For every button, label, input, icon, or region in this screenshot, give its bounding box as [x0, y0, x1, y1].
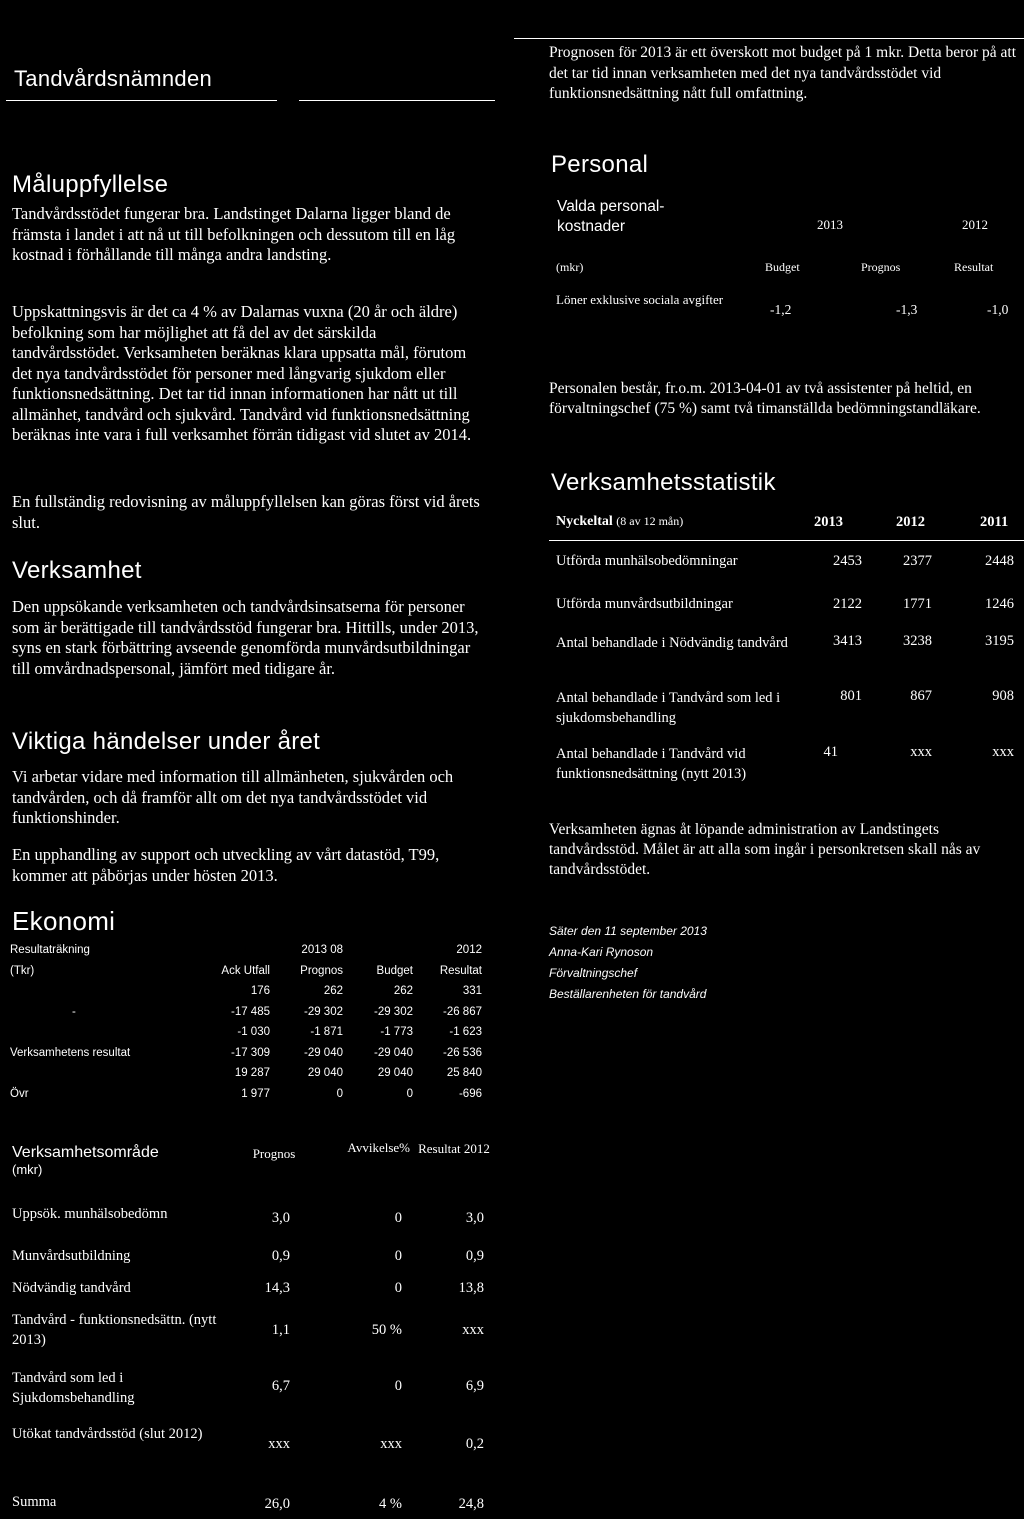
table-row	[556, 744, 1018, 786]
table-cell: 19 287	[234, 1067, 270, 1080]
table-cell: 0,9	[465, 1248, 484, 1264]
table-cell: -1 871	[310, 1026, 343, 1039]
table-cell: xxx	[992, 744, 1014, 760]
table-header-cell: (Tkr)	[10, 964, 35, 977]
verksamhet-paragraph: Den uppsökande verksamheten och tandvårdsinsatserna för personer som är berättigade till tandvårdsstöd fungerar bra. Hittills, under 2013, syns en stark förbättring avseende genomförda munvårdsutbildningar till omvårdnadspersonal, jämfört med tidigare år.	[12, 597, 479, 678]
table-row	[12, 1302, 494, 1360]
table-row	[10, 1043, 482, 1064]
table-cell: -1 623	[449, 1026, 482, 1039]
table-cell: 3195	[985, 633, 1014, 649]
table-row	[12, 1188, 494, 1228]
table-header-cell: Ack Utfall	[221, 964, 270, 977]
table-cell: 1,1	[271, 1322, 290, 1338]
table-cell: 2453	[833, 553, 862, 569]
resultatrakning-table	[10, 940, 482, 1104]
heading-verksamhet: Verksamhet	[12, 557, 142, 584]
table-cell: -29 302	[303, 1005, 343, 1018]
table-cell: 3238	[903, 633, 932, 649]
table-row	[12, 1476, 494, 1516]
table-cell	[10, 981, 190, 1002]
signature-place-date: Säter den 11 september 2013	[549, 924, 707, 938]
table-cell: xxx	[462, 1322, 484, 1338]
table-cell: 6,9	[465, 1378, 484, 1394]
table-cell: 50 %	[371, 1322, 402, 1338]
table-cell: 867	[910, 688, 932, 704]
top-rule-right	[514, 38, 1024, 39]
table-cell: 0,9	[271, 1248, 290, 1264]
table-cell: 0	[336, 1087, 343, 1100]
table-cell: 801	[840, 688, 862, 704]
personal-col-budget: Budget	[765, 260, 800, 274]
table-cell: Nödvändig tandvård	[12, 1280, 131, 1296]
header-rule	[6, 100, 277, 101]
table-cell: 1246	[985, 596, 1014, 612]
table-row	[556, 688, 1018, 744]
table-cell: Tandvård som led i Sjukdomsbehandling	[12, 1370, 135, 1406]
table-cell: Munvårdsutbildning	[12, 1248, 131, 1264]
signature-block	[549, 921, 707, 1005]
table-cell: 0	[394, 1378, 402, 1394]
heading-ekonomi: Ekonomi	[12, 906, 116, 936]
table-cell: 0,2	[465, 1436, 484, 1452]
table-cell: xxx	[910, 744, 932, 760]
table-header-cell	[190, 940, 270, 961]
table-row	[556, 553, 1018, 596]
heading-viktiga-handelser: Viktiga händelser under året	[12, 728, 321, 755]
table-cell: -1 030	[237, 1026, 270, 1039]
signature-unit: Beställarenheten för tandvård	[549, 987, 707, 1001]
table-cell: 3413	[833, 633, 862, 649]
table-row	[12, 1360, 494, 1418]
table-cell: 3,0	[465, 1210, 484, 1226]
personal-col-prognos: Prognos	[861, 260, 901, 274]
table-cell: 0	[394, 1210, 402, 1226]
table-cell: 176	[250, 985, 270, 998]
table-cell: -696	[458, 1087, 482, 1100]
table-cell: 908	[992, 688, 1014, 704]
table-cell: Övr	[10, 1087, 29, 1100]
table-header-cell: Budget	[376, 964, 413, 977]
table-header-row	[10, 940, 482, 961]
personal-prognos-value: -1,3	[896, 302, 918, 317]
table-cell: -29 040	[373, 1046, 413, 1059]
table-header-cell: Resultat	[439, 964, 482, 977]
personal-unit: (mkr)	[556, 260, 584, 274]
table-cell: 6,7	[271, 1378, 290, 1394]
table-cell	[10, 1022, 190, 1043]
table-row	[556, 633, 1018, 688]
table-row	[10, 1002, 482, 1023]
table-row	[12, 1266, 494, 1302]
table-cell: 3,0	[271, 1210, 290, 1226]
stat-header-label: Nyckeltal	[556, 514, 613, 529]
table-cell: 26,0	[264, 1496, 290, 1512]
table-cell: 0	[394, 1248, 402, 1264]
table-header-cell	[343, 940, 413, 961]
table-row	[556, 596, 1018, 633]
stat-header-2012: 2012	[896, 514, 925, 530]
table-header-cell: Avvikelse%	[347, 1140, 410, 1155]
stat-header-rule	[549, 540, 1024, 541]
table-cell: 24,8	[458, 1496, 484, 1512]
table-header-cell: Prognos	[252, 1146, 296, 1161]
table-cell: 14,3	[264, 1280, 290, 1296]
personal-year-2012: 2012	[962, 217, 988, 232]
table-cell: -17 485	[230, 1005, 270, 1018]
table-cell	[10, 1063, 190, 1084]
table-cell: 2122	[833, 596, 862, 612]
table-cell: Uppsök. munhälsobedömn	[12, 1206, 168, 1222]
stat-header-2013: 2013	[814, 514, 843, 530]
table-cell: 25 840	[446, 1067, 482, 1080]
header-rule-right	[299, 100, 495, 101]
table-cell: -17 309	[230, 1046, 270, 1059]
table-row	[10, 981, 482, 1002]
column-title: Verksamhetsområde	[12, 1144, 159, 1161]
section-header: Tandvårdsnämnden	[14, 66, 213, 91]
column-unit: (mkr)	[12, 1162, 43, 1177]
statistik-paragraph: Verksamheten ägnas åt löpande administration av Landstingets tandvårdsstöd. Målet är att alla som ingår i personkretsen skall nås av tandvårdsstödet.	[549, 821, 981, 878]
signature-name: Anna-Kari Rynoson	[549, 945, 654, 959]
table-header-cell	[12, 1140, 234, 1188]
table-row	[10, 1063, 482, 1084]
table-cell: Utförda munhälsobedömningar	[556, 553, 738, 569]
personal-paragraph: Personalen består, fr.o.m. 2013-04-01 av två assistenter på heltid, en förvaltningschef (75 %) samt två timanställda bedömningstandläkare.	[549, 380, 981, 417]
table-header-cell: 2012	[456, 944, 482, 957]
maluppfyllelse-paragraph-1: Tandvårdsstödet fungerar bra. Landstinget Dalarna ligger bland de främsta i landet i att nå ut till befolkningen och dessutom till en låg kostnad i förhållande till många andra landsting.	[12, 204, 456, 264]
table-cell: -1 773	[380, 1026, 413, 1039]
table-cell: -29 302	[373, 1005, 413, 1018]
personal-col-resultat: Resultat	[954, 260, 994, 274]
table-cell: 2448	[985, 553, 1014, 569]
table-cell: 29 040	[307, 1067, 343, 1080]
signature-title: Förvaltningschef	[549, 966, 638, 980]
table-row	[12, 1418, 494, 1476]
table-cell: 262	[393, 985, 413, 998]
table-row	[10, 1022, 482, 1043]
maluppfyllelse-paragraph-3: En fullständig redovisning av måluppfyllelsen kan göras först vid årets slut.	[12, 492, 480, 532]
maluppfyllelse-paragraph-2: Uppskattningsvis är det ca 4 % av Dalarnas vuxna (20 år och äldre) befolkning som har möjlighet att få del av det särskilda tandvårdsstödet. Verksamheten beräknas klara uppsatta mål, förutom det nya tandvårdsstödet för personer med långvarig sjukdom eller funktionsnedsättning. Det tar tid innan informationen har nått ut till allmänhet, tandvård och sjukvård. Tandvård vid funktionsnedsättning beräknas inte vara i full verksamhet förrän tidigast vid slutet av 2014.	[12, 302, 472, 444]
table-cell: Antal behandlade i Tandvård vid funktionsnedsättning (nytt 2013)	[556, 746, 747, 782]
stat-header-period: (8 av 12 mån)	[616, 514, 684, 528]
table-cell: -	[72, 1005, 76, 1018]
personal-resultat-value: -1,0	[987, 302, 1009, 317]
heading-verksamhetsstatistik: Verksamhetsstatistik	[551, 469, 776, 496]
personal-table-title: Valda personal-kostnader	[557, 198, 665, 235]
viktiga-paragraph-1: Vi arbetar vidare med information till allmänheten, sjukvården och tandvården, och då framför allt om det nya tandvårdsstödet vid funktionshinder.	[12, 767, 454, 827]
table-cell: 262	[323, 985, 343, 998]
table-cell: -29 040	[303, 1046, 343, 1059]
table-cell: Antal behandlade i Nödvändig tandvård	[556, 635, 788, 651]
intro-paragraph: Prognosen för 2013 är ett överskott mot budget på 1 mkr. Detta beror på att det tar tid innan verksamheten med det nya tandvårdsstödet vid funktionsnedsättning nått full omfattning.	[549, 44, 1017, 102]
verksamhetsomrade-table	[12, 1140, 494, 1516]
table-cell: 1771	[903, 596, 932, 612]
table-header-cell: Resultaträkning	[10, 944, 90, 957]
personal-row-label: Löner exklusive sociala avgifter	[556, 292, 724, 307]
stat-header-nyckeltal	[556, 514, 683, 530]
personal-year-2013: 2013	[817, 217, 843, 232]
table-cell: Utförda munvårdsutbildningar	[556, 596, 733, 612]
heading-maluppfyllelse: Måluppfyllelse	[12, 171, 169, 198]
table-cell: Antal behandlade i Tandvård som led i sjukdomsbehandling	[556, 690, 781, 726]
stat-header-2011: 2011	[980, 514, 1009, 530]
table-header-row	[12, 1140, 494, 1188]
table-cell: 1 977	[241, 1087, 270, 1100]
table-cell: xxx	[380, 1436, 402, 1452]
statistik-table	[556, 553, 1018, 786]
table-cell: Summa	[12, 1494, 57, 1510]
personal-budget-value: -1,2	[770, 302, 792, 317]
table-cell: 29 040	[377, 1067, 413, 1080]
table-cell: 0	[394, 1280, 402, 1296]
table-cell: -26 536	[442, 1046, 482, 1059]
table-cell: 0	[406, 1087, 413, 1100]
table-cell: xxx	[268, 1436, 290, 1452]
table-cell: 2377	[903, 553, 932, 569]
table-row	[12, 1228, 494, 1266]
table-cell: 4 %	[379, 1496, 402, 1512]
table-cell: 13,8	[458, 1280, 484, 1296]
heading-personal: Personal	[551, 151, 649, 178]
table-header-cell: Resultat 2012	[418, 1141, 490, 1156]
table-cell: -26 867	[442, 1005, 482, 1018]
table-row	[10, 1084, 482, 1105]
table-header-cell: 2013 08	[301, 944, 343, 957]
table-cell: Utökat tandvårdsstöd (slut 2012)	[12, 1426, 203, 1442]
table-cell: Tandvård - funktionsnedsättn. (nytt 2013)	[12, 1312, 217, 1348]
table-header-row	[10, 961, 482, 982]
table-header-cell: Prognos	[300, 964, 343, 977]
viktiga-paragraph-2: En upphandling av support och utveckling av vårt datastöd, T99, kommer att påbörjas under hösten 2013.	[12, 845, 440, 885]
table-cell: 331	[462, 985, 482, 998]
table-cell: 41	[823, 744, 838, 760]
table-cell: Verksamhetens resultat	[10, 1046, 131, 1059]
